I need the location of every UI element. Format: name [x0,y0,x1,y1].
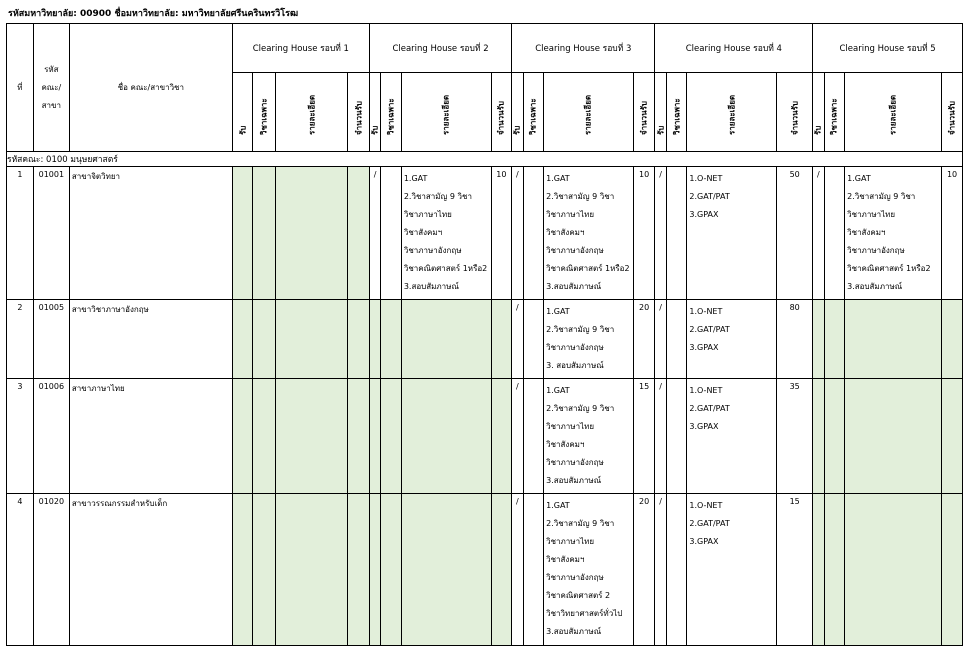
round-subheader-label: จำนวนรับ [639,101,649,135]
criteria-line: วิชาคณิตศาสตร์ 1หรือ2 [847,264,931,273]
row-number: 4 [7,494,34,646]
seat-count: 50 [777,167,813,300]
empty-round-cell [401,300,491,379]
subject-cell [523,167,544,300]
criteria-details [544,167,634,300]
empty-round-cell [369,494,380,646]
accept-mark: / [512,494,523,646]
criteria-line: วิชาภาษาไทย [546,210,595,219]
empty-round-cell [942,300,963,379]
round-subheader-label: รายละเอียด [307,94,317,135]
round-subheader-label: จำนวนรับ [790,101,800,135]
seat-count: 15 [777,494,813,646]
empty-round-cell [491,379,512,494]
round-subheader-label: จำนวนรับ [947,101,957,135]
table-row [7,167,963,300]
empty-round-cell [348,167,370,300]
criteria-line: วิชาภาษาอังกฤษ [546,573,604,582]
round-subheader [777,73,813,152]
round-header: Clearing House รอบที่ 1 [232,24,369,73]
round-subheader [523,73,544,152]
program-name: สาขาจิตวิทยา [69,167,232,300]
round-header: Clearing House รอบที่ 2 [369,24,511,73]
criteria-details [687,300,777,379]
empty-round-cell [232,379,253,494]
empty-round-cell [491,300,512,379]
empty-round-cell [348,300,370,379]
column-header-no: ที่ [7,24,34,152]
criteria-line: วิชาวิทยาศาสตร์ทั่วไป [546,609,623,618]
criteria-line: 1.O-NET [689,174,723,183]
empty-round-cell [824,379,845,494]
criteria-line: 1.GAT [403,174,428,183]
empty-round-cell [369,379,380,494]
column-header-code-line: คณะ/ [41,82,62,92]
faculty-section-label: รหัสคณะ: 0100 มนุษยศาสตร์ [7,152,963,167]
subject-cell [666,494,687,646]
accept-mark: / [512,167,523,300]
criteria-line: 2.วิชาสามัญ 9 วิชา [546,519,615,528]
empty-round-cell [381,379,402,494]
criteria-line: วิชาภาษาอังกฤษ [546,458,604,467]
criteria-line: 3.สอบสัมภาษณ์ [546,627,602,636]
column-header-code-line: รหัส [44,64,59,74]
criteria-details [544,379,634,494]
criteria-line: 2.GAT/PAT [689,404,730,413]
table-row [7,494,963,646]
round-subheader [232,73,253,152]
round-subheader-label: รับ [238,125,248,135]
round-subheader [401,73,491,152]
criteria-details [544,300,634,379]
criteria-line: 2.GAT/PAT [689,192,730,201]
empty-round-cell [253,300,276,379]
empty-round-cell [253,167,276,300]
empty-round-cell [253,494,276,646]
empty-round-cell [491,494,512,646]
round-subheader [544,73,634,152]
subject-cell [666,379,687,494]
criteria-line: วิชาภาษาไทย [847,210,896,219]
round-subheader [491,73,512,152]
empty-round-cell [813,494,824,646]
criteria-line: วิชาคณิตศาสตร์ 1หรือ2 [546,264,630,273]
program-code: 01005 [33,300,69,379]
criteria-line: 2.วิชาสามัญ 9 วิชา [847,192,916,201]
criteria-line: 1.GAT [847,174,871,183]
criteria-line: วิชาสังคมฯ [546,440,585,449]
empty-round-cell [276,167,348,300]
round-subheader-label: รายละเอียด [888,94,898,135]
empty-round-cell [813,300,824,379]
round-subheader-label: วิชาเฉพาะ [672,98,682,135]
round-subheader-label: รับ [656,125,666,135]
seat-count: 10 [491,167,512,300]
round-subheader [276,73,348,152]
round-subheader-label: จำนวนรับ [496,101,506,135]
accept-mark: / [369,167,380,300]
column-header-code [33,24,69,152]
round-header: Clearing House รอบที่ 5 [813,24,963,73]
accept-mark: / [655,300,666,379]
empty-round-cell [276,300,348,379]
empty-round-cell [813,379,824,494]
criteria-line: 1.O-NET [689,501,723,510]
column-header-name: ชื่อ คณะ/สาขาวิชา [69,24,232,152]
round-subheader [633,73,655,152]
criteria-line: 1.GAT [546,307,570,316]
empty-round-cell [348,494,370,646]
accept-mark: / [512,379,523,494]
accept-mark: / [813,167,824,300]
round-subheader [512,73,523,152]
criteria-line: วิชาภาษาไทย [403,210,452,219]
seat-count: 15 [633,379,655,494]
criteria-line: 3.สอบสัมภาษณ์ [847,282,903,291]
empty-round-cell [845,300,942,379]
accept-mark: / [655,494,666,646]
round-subheader [369,73,380,152]
document-header: รหัสมหาวิทยาลัย: 00900 ชื่อมหาวิทยาลัย: มหาวิทยาลัยศรีนครินทรวิโรฒ [8,9,299,19]
criteria-details [687,379,777,494]
round-subheader-label: รับ [512,125,522,135]
table-row [7,300,963,379]
criteria-line: วิชาภาษาอังกฤษ [546,246,604,255]
criteria-line: 1.O-NET [689,386,723,395]
empty-round-cell [381,494,402,646]
accept-mark: / [655,167,666,300]
criteria-line: วิชาสังคมฯ [546,555,585,564]
criteria-details [687,494,777,646]
criteria-details [401,167,491,300]
round-subheader [824,73,845,152]
criteria-line: 3.GPAX [689,343,719,352]
criteria-details [845,167,942,300]
empty-round-cell [232,300,253,379]
subject-cell [523,300,544,379]
seat-count: 20 [633,494,655,646]
empty-round-cell [845,494,942,646]
criteria-line: วิชาภาษาอังกฤษ [546,343,604,352]
empty-round-cell [253,379,276,494]
criteria-line: วิชาคณิตศาสตร์ 1หรือ2 [403,264,488,273]
criteria-line: วิชาคณิตศาสตร์ 2 [546,591,611,600]
criteria-line: วิชาภาษาไทย [546,537,595,546]
criteria-line: 2.วิชาสามัญ 9 วิชา [546,404,615,413]
program-name: สาขาวรรณกรรมสำหรับเด็ก [69,494,232,646]
round-subheader-label: วิชาเฉพาะ [528,98,538,135]
criteria-line: 3.GPAX [689,422,719,431]
round-subheader [655,73,666,152]
program-code: 01020 [33,494,69,646]
empty-round-cell [942,494,963,646]
seat-count: 80 [777,300,813,379]
criteria-line: 3.สอบสัมภาษณ์ [546,282,602,291]
empty-round-cell [824,300,845,379]
round-header: Clearing House รอบที่ 4 [655,24,813,73]
program-name: สาขาภาษาไทย [69,379,232,494]
round-subheader [381,73,402,152]
criteria-details [687,167,777,300]
row-number: 2 [7,300,34,379]
round-subheader [813,73,824,152]
round-subheader-label: รายละเอียด [727,94,737,135]
round-subheader-label: รายละเอียด [583,94,593,135]
seat-count: 10 [942,167,963,300]
row-number: 3 [7,379,34,494]
criteria-line: 2.วิชาสามัญ 9 วิชา [546,192,615,201]
round-header: Clearing House รอบที่ 3 [512,24,655,73]
round-subheader-label: รับ [370,125,380,135]
round-subheader [942,73,963,152]
criteria-line: 3.สอบสัมภาษณ์ [546,476,602,485]
program-name: สาขาวิชาภาษาอังกฤษ [69,300,232,379]
subject-cell [666,167,687,300]
criteria-line: วิชาสังคมฯ [847,228,886,237]
round-subheader-label: รายละเอียด [441,94,451,135]
round-subheader [666,73,687,152]
criteria-details [544,494,634,646]
criteria-line: 2.วิชาสามัญ 9 วิชา [403,192,472,201]
subject-cell [523,494,544,646]
round-subheader [845,73,942,152]
criteria-line: 3. สอบสัมภาษณ์ [546,361,604,370]
program-code: 01001 [33,167,69,300]
column-header-code-line: สาขา [41,100,61,110]
criteria-line: 2.GAT/PAT [689,325,730,334]
accept-mark: / [655,379,666,494]
empty-round-cell [232,494,253,646]
criteria-line: 2.GAT/PAT [689,519,730,528]
row-number: 1 [7,167,34,300]
round-subheader-label: จำนวนรับ [354,101,364,135]
empty-round-cell [348,379,370,494]
seat-count: 35 [777,379,813,494]
criteria-line: 3.GPAX [689,210,719,219]
criteria-line: 3.GPAX [689,537,719,546]
criteria-line: วิชาภาษาไทย [546,422,595,431]
subject-cell [666,300,687,379]
criteria-line: 1.GAT [546,174,570,183]
round-subheader-label: วิชาเฉพาะ [386,98,396,135]
program-code: 01006 [33,379,69,494]
empty-round-cell [845,379,942,494]
seat-count: 20 [633,300,655,379]
subject-cell [824,167,845,300]
criteria-line: 1.GAT [546,386,570,395]
accept-mark: / [512,300,523,379]
empty-round-cell [401,494,491,646]
round-subheader [687,73,777,152]
empty-round-cell [381,300,402,379]
criteria-line: 3.สอบสัมภาษณ์ [403,282,459,291]
criteria-line: 2.วิชาสามัญ 9 วิชา [546,325,615,334]
empty-round-cell [276,494,348,646]
round-subheader-label: รับ [813,125,823,135]
seat-count: 10 [633,167,655,300]
empty-round-cell [276,379,348,494]
criteria-line: 1.O-NET [689,307,723,316]
criteria-line: 1.GAT [546,501,570,510]
round-subheader-label: วิชาเฉพาะ [829,98,839,135]
subject-cell [381,167,402,300]
table-row [7,379,963,494]
empty-round-cell [401,379,491,494]
criteria-line: วิชาภาษาอังกฤษ [403,246,462,255]
round-subheader-label: วิชาเฉพาะ [259,98,269,135]
empty-round-cell [824,494,845,646]
admission-table [6,23,963,646]
empty-round-cell [942,379,963,494]
criteria-line: วิชาสังคมฯ [403,228,443,237]
criteria-line: วิชาสังคมฯ [546,228,585,237]
round-subheader [348,73,370,152]
criteria-line: วิชาภาษาอังกฤษ [847,246,905,255]
empty-round-cell [232,167,253,300]
subject-cell [523,379,544,494]
round-subheader [253,73,276,152]
empty-round-cell [369,300,380,379]
